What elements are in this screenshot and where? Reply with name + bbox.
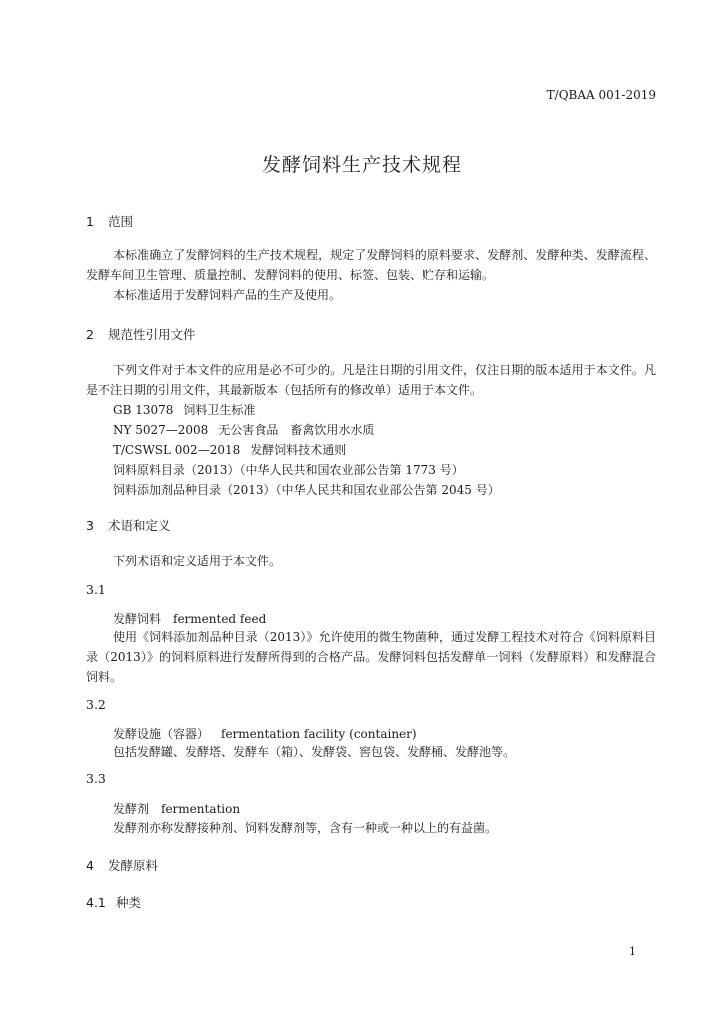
reference-code: T/CSWSL 002—2018 [113,443,241,457]
subsection-number: 4.1 [86,895,106,910]
section-1-paragraph-2: 本标准适用于发酵饲料产品的生产及使用。 [113,288,342,302]
subsection-4-1-heading [86,893,141,911]
term-zh: 发酵剂 [113,802,150,816]
term-definition: 包括发酵罐、发酵塔、发酵车（箱）、发酵袋、窖包袋、发酵桶、发酵池等。 [113,745,516,759]
term-definition: 使用《饲料添加剂品种目录（2013）》允许使用的微生物菌种，通过发酵工程技术对符合《饲料原料目录（2013）》的饲料原料进行发酵所得到的合格产品。发酵饲料包括发酵单一饲料（发酵原料）和发酵混合饲料。 [86,630,656,684]
term-heading [113,800,240,817]
reference-title: 无公害食品 畜禽饮用水水质 [218,423,375,437]
section-number: 2 [86,327,94,342]
reference-code: GB 13078 [113,403,174,417]
term-number: 3.2 [86,697,106,712]
section-title: 发酵原料 [108,858,159,873]
term-number: 3.1 [86,582,106,597]
term-zh: 发酵设施（容器） [113,727,210,741]
section-3-heading [86,516,171,534]
term-heading [113,725,417,742]
section-title: 范围 [108,214,134,229]
term-en: fermented feed [173,612,267,626]
subsection-title: 种类 [116,895,142,910]
term-definition: 发酵剂亦称发酵接种剂、饲料发酵剂等，含有一种或一种以上的有益菌。 [113,821,498,835]
document-code: T/QBAA 001-2019 [546,88,656,102]
reference-code: 饲料添加剂品种目录（2013）（中华人民共和国农业部公告第 2045 号） [113,483,500,497]
section-3-intro: 下列术语和定义适用于本文件。 [113,554,282,568]
term-number: 3.3 [86,771,106,786]
reference-item [113,440,346,460]
term-en: fermentation [161,802,241,816]
section-4-heading [86,856,158,874]
section-title: 规范性引用文件 [108,327,196,342]
term-zh: 发酵饲料 [113,612,162,626]
section-number: 1 [86,214,94,229]
section-2-heading [86,325,196,343]
section-number: 3 [86,518,94,533]
reference-item [113,460,464,480]
reference-item [113,420,374,440]
section-2-paragraph: 下列文件对于本文件的应用是必不可少的。凡是注日期的引用文件，仅注日期的版本适用于本文件。凡是不注日期的引用文件，其最新版本（包括所有的修改单）适用于本文件。 [86,363,656,397]
reference-title: 饲料卫生标准 [183,403,256,417]
section-title: 术语和定义 [108,518,171,533]
reference-item [113,480,500,500]
term-en: fermentation facility (container) [221,727,417,741]
page-number: 1 [629,945,636,958]
reference-code: NY 5027—2008 [113,423,209,437]
section-number: 4 [86,858,94,873]
section-1-heading [86,212,133,230]
reference-code: 饲料原料目录（2013）（中华人民共和国农业部公告第 1773 号） [113,463,464,477]
document-title: 发酵饲料生产技术规程 [261,154,462,176]
reference-title: 发酵饲料技术通则 [250,443,347,457]
reference-item [113,400,255,420]
term-heading [113,610,266,627]
section-1-paragraph-1: 本标准确立了发酵饲料的生产技术规程，规定了发酵饲料的原料要求、发酵剂、发酵种类、发酵流程、发酵车间卫生管理、质量控制、发酵饲料的使用、标签、包装、贮存和运输。 [86,248,656,282]
